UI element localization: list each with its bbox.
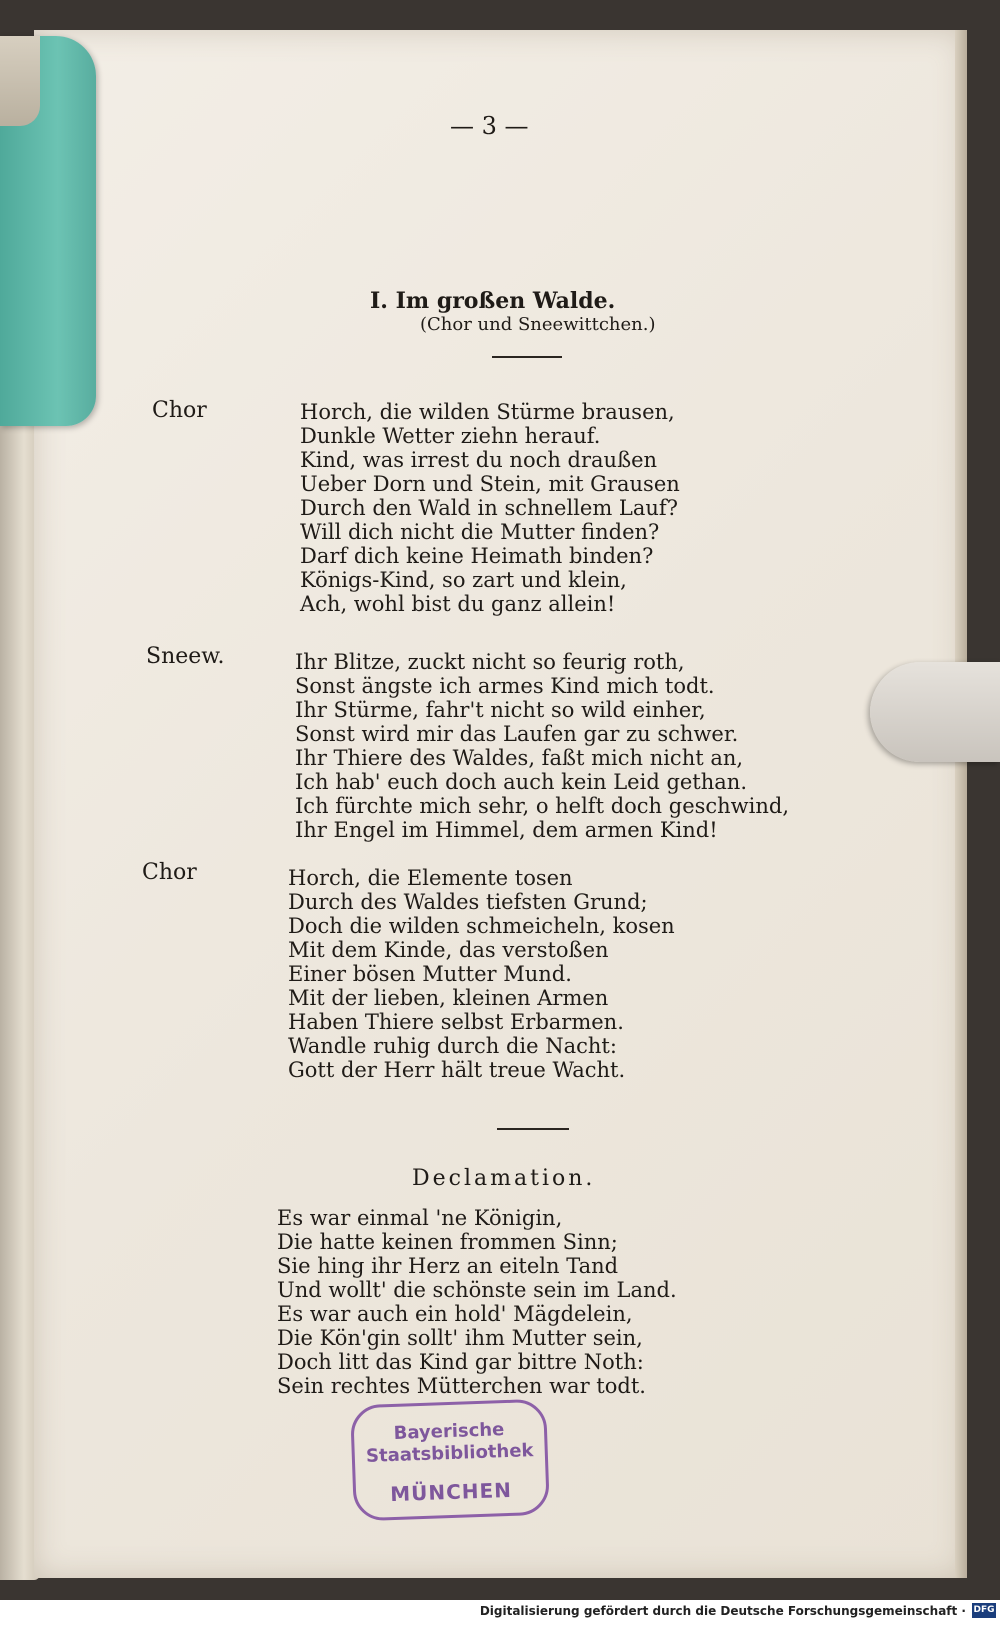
verse-line: Ich fürchte mich sehr, o helft doch geschwind,: [295, 794, 790, 818]
verse-line: Ich hab' euch doch auch kein Leid gethan.: [295, 770, 747, 794]
verse-line: Gott der Herr hält treue Wacht.: [288, 1058, 626, 1082]
verse-stanza: [295, 650, 789, 842]
library-stamp: [350, 1399, 550, 1522]
speaker-label: Sneew.: [146, 644, 225, 669]
verse-line: Es war auch ein hold' Mägdelein,: [277, 1302, 633, 1326]
verse-line: Wandle ruhig durch die Nacht:: [288, 1034, 617, 1058]
speaker-label: Chor: [152, 398, 207, 423]
page-clip: [870, 662, 1000, 762]
verse-line: Horch, die wilden Stürme brausen,: [300, 400, 675, 424]
verse-line: Will dich nicht die Mutter finden?: [300, 520, 660, 544]
divider-rule: [497, 1128, 569, 1130]
verse-stanza: [288, 866, 675, 1082]
verse-line: Ihr Stürme, fahr't nicht so wild einher,: [295, 698, 706, 722]
verse-line: Dunkle Wetter ziehn herauf.: [300, 424, 601, 448]
declamation-stanza: [277, 1206, 677, 1398]
section-subtitle: (Chor und Sneewittchen.): [420, 314, 656, 335]
page-edge: [955, 30, 967, 1578]
verse-line: Sonst ängste ich armes Kind mich todt.: [295, 674, 715, 698]
verse-line: Sonst wird mir das Laufen gar zu schwer.: [295, 722, 739, 746]
verse-line: Es war einmal 'ne Königin,: [277, 1206, 563, 1230]
verse-line: Horch, die Elemente tosen: [288, 866, 573, 890]
verse-line: Mit dem Kinde, das verstoßen: [288, 938, 609, 962]
divider-rule: [492, 356, 562, 358]
verse-line: Sie hing ihr Herz an eiteln Tand: [277, 1254, 619, 1278]
stamp-text: MÜNCHEN: [389, 1477, 513, 1507]
verse-line: Ihr Engel im Himmel, dem armen Kind!: [295, 818, 718, 842]
dfg-logo: DFG: [972, 1603, 996, 1618]
verse-line: Durch den Wald in schnellem Lauf?: [300, 496, 678, 520]
section-title: I. Im großen Walde.: [370, 288, 616, 314]
verse-line: Mit der lieben, kleinen Armen: [288, 986, 609, 1010]
bookmark-ribbon: [0, 36, 96, 426]
verse-line: Sein rechtes Mütterchen war todt.: [277, 1374, 646, 1398]
verse-line: Die Kön'gin sollt' ihm Mutter sein,: [277, 1326, 643, 1350]
declamation-heading: Declamation.: [412, 1166, 596, 1191]
verse-line: Durch des Waldes tiefsten Grund;: [288, 890, 648, 914]
verse-line: Doch die wilden schmeicheln, kosen: [288, 914, 675, 938]
verse-line: Darf dich keine Heimath binden?: [300, 544, 654, 568]
verse-line: Doch litt das Kind gar bittre Noth:: [277, 1350, 644, 1374]
verse-line: Königs-Kind, so zart und klein,: [300, 568, 627, 592]
footer-credit: Digitalisierung gefördert durch die Deutsche Forschungsgemeinschaft ·: [479, 1604, 966, 1618]
verse-line: Die hatte keinen frommen Sinn;: [277, 1230, 618, 1254]
speaker-label: Chor: [142, 860, 197, 885]
verse-line: Ihr Blitze, zuckt nicht so feurig roth,: [295, 650, 685, 674]
verse-line: Und wollt' die schönste sein im Land.: [277, 1278, 677, 1302]
verse-line: Ueber Dorn und Stein, mit Grausen: [300, 472, 680, 496]
stamp-text: Bayerische: [393, 1419, 505, 1444]
verse-line: Ihr Thiere des Waldes, faßt mich nicht an,: [295, 746, 744, 770]
page-number: — 3 —: [450, 112, 529, 140]
verse-line: Ach, wohl bist du ganz allein!: [300, 592, 616, 616]
verse-stanza: [300, 400, 680, 616]
stamp-text: Staatsbibliothek: [365, 1440, 534, 1467]
verse-line: Einer bösen Mutter Mund.: [288, 962, 572, 986]
verse-line: Kind, was irrest du noch draußen: [300, 448, 658, 472]
verse-line: Haben Thiere selbst Erbarmen.: [288, 1010, 624, 1034]
